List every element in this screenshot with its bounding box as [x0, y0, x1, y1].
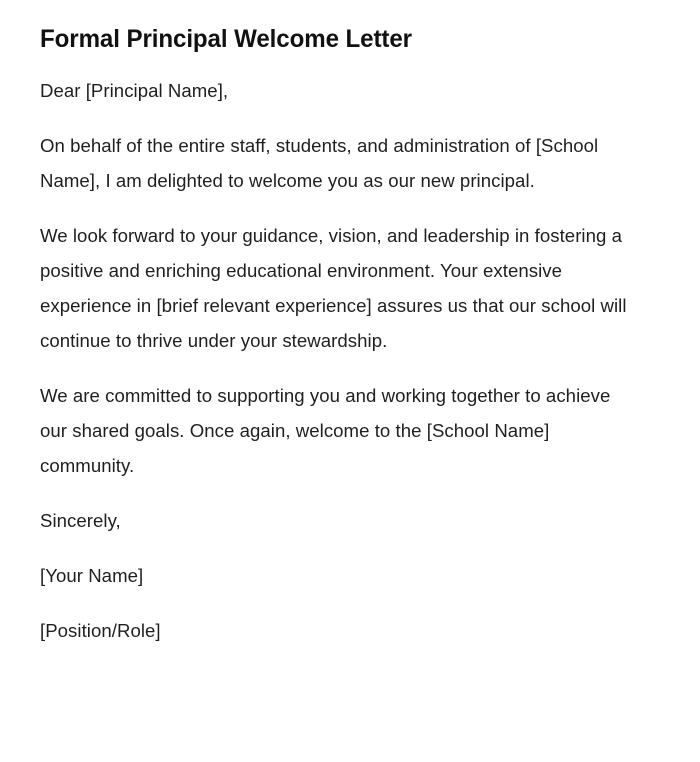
letter-salutation: Dear [Principal Name],: [40, 80, 229, 101]
page-title: Formal Principal Welcome Letter: [40, 25, 412, 53]
letter-signature-name: [Your Name]: [40, 565, 144, 586]
letter-closing: Sincerely,: [40, 510, 121, 531]
letter-body: [40, 73, 635, 648]
letter-paragraph-3: We are committed to supporting you and working together to achieve our shared goals. Once again, welcome to the [School Name] community.: [40, 385, 611, 476]
letter-paragraph-2: We look forward to your guidance, vision, and leadership in fostering a positive and enriching educational environment. Your extensive experience in [brief relevant experience] assures us that our school will continue to thrive under your stewardship.: [40, 225, 627, 351]
letter-signature-role: [Position/Role]: [40, 620, 161, 641]
letter-paragraph-1: On behalf of the entire staff, students, and administration of [School Name], I am delighted to welcome you as our new principal.: [40, 135, 599, 191]
